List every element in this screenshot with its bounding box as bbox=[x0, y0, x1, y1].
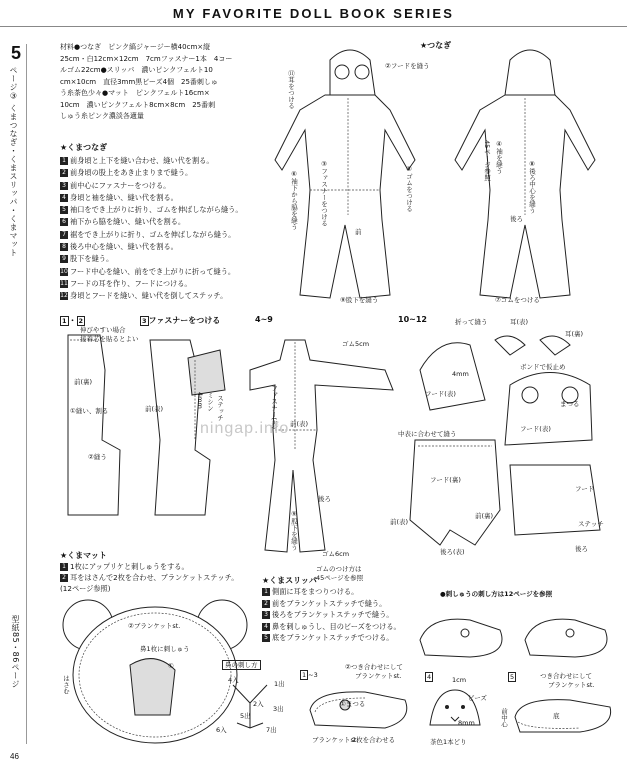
materials-line: しゅう糸ピンク濃淡各適量 bbox=[60, 112, 144, 120]
tsunagi-steps-title: ★くまつなぎ bbox=[60, 143, 108, 152]
step-10-12-title: 10~12 bbox=[398, 315, 427, 324]
slipper-step-5-tag: 5 bbox=[510, 673, 515, 681]
slipper-label-blanket: ブランケットst. bbox=[355, 672, 402, 680]
nose-label-4in: 4入 bbox=[228, 676, 239, 684]
chapter-number: 5 bbox=[10, 43, 21, 63]
nose-stitch-title: 鼻の刺し方 bbox=[222, 660, 261, 670]
step-number: 11 bbox=[60, 279, 68, 287]
back-label-ref: 45ページ参照 bbox=[483, 140, 491, 181]
step1012-label-front-back: 前(裏) bbox=[475, 512, 494, 520]
step-line bbox=[60, 278, 260, 290]
step-number: 7 bbox=[60, 231, 68, 239]
step-line bbox=[60, 229, 260, 241]
front-label-elastic: ⑤ゴムをつける bbox=[405, 165, 413, 212]
step-number: 10 bbox=[60, 267, 68, 275]
step-4-9-title: 4~9 bbox=[255, 315, 273, 324]
step49-label-back: 後ろ bbox=[318, 495, 331, 503]
step12-label-interfacing: 伸びやすい場合 bbox=[80, 326, 126, 334]
mat-steps bbox=[60, 550, 250, 594]
step-1-2-drawing bbox=[60, 330, 140, 520]
step-1-2-title: 1 ・ 2 bbox=[62, 316, 84, 325]
materials-line: 材料●つなぎ ピンク縞ジャージー横40cm×縦 bbox=[60, 43, 211, 51]
slipper-label-blanket2: ブランケットst. bbox=[312, 736, 359, 744]
front-label-inseam: ⑨股下を縫う bbox=[340, 296, 379, 304]
step-line bbox=[60, 192, 260, 204]
nose-label-7out: 7出 bbox=[266, 726, 277, 734]
step1012-label-hood-back: フード(裏) bbox=[430, 476, 461, 484]
back-label-back: 後ろ bbox=[510, 215, 523, 223]
back-label-elastic: ⑦ゴムをつける bbox=[495, 296, 540, 304]
front-label-hood: ②フードを縫う bbox=[385, 62, 430, 70]
slipper-label-1cm: 1cm bbox=[452, 676, 467, 684]
front-label-ear: ⑪耳をつける bbox=[287, 70, 295, 109]
step1012-label-fold: 折って縫う bbox=[455, 318, 488, 326]
tsunagi-diagram-title: ★つなぎ bbox=[420, 41, 452, 50]
step-number: 6 bbox=[60, 218, 68, 226]
slipper-label-beads: ビーズ bbox=[468, 694, 487, 702]
step-text: 身頃とフードを縫い、縫い代を倒してステッチ。 bbox=[70, 291, 228, 301]
mat-label-one: ① bbox=[168, 662, 174, 670]
step12-label-front-back: 前(裏) bbox=[74, 378, 93, 386]
step12-label-interfacing2: 接着芯を貼るとよい bbox=[80, 335, 139, 343]
nose-label-6in: 6入 bbox=[216, 726, 227, 734]
watermark-text: ningap.info bbox=[200, 420, 290, 437]
mat-title: ★くまマット bbox=[60, 551, 107, 560]
step49-label-front: 前(表) bbox=[290, 420, 309, 428]
mat-step: (12ページ参照) bbox=[60, 584, 111, 593]
step-line bbox=[60, 167, 260, 179]
step-3-title bbox=[140, 315, 220, 326]
step1012-label-back: 後ろ bbox=[575, 545, 588, 553]
embroidery-ref: ●刺しゅうの刺し方は12ページを参照 bbox=[440, 590, 553, 598]
step-3-title-text: ファスナーをつける bbox=[148, 316, 221, 325]
step-text: 身頃と袖を縫い、縫い代を割る。 bbox=[70, 192, 178, 202]
step-text: 裾をでき上がりに折り、ゴムを伸ばしながら縫う。 bbox=[70, 229, 236, 239]
front-label-front: 前 bbox=[355, 228, 362, 236]
step49-label-elastic6: ゴム6cm bbox=[322, 550, 350, 558]
step-line bbox=[60, 290, 260, 302]
step-number: 2 bbox=[60, 169, 68, 177]
back-label-sleeve: ④袖を縫う bbox=[495, 140, 503, 174]
step-text: 前中心にファスナーをつける。 bbox=[70, 180, 171, 190]
step-number: 1 bbox=[60, 157, 68, 165]
step-line bbox=[60, 155, 260, 167]
step-text: 後ろ中心を縫い、縫い代を割る。 bbox=[70, 242, 178, 252]
step-line bbox=[60, 241, 260, 253]
nose-label-1out: 1出 bbox=[274, 680, 285, 688]
mat-label-sandwich: はさむ bbox=[62, 675, 70, 695]
step49-label-elastic5: ゴム5cm bbox=[342, 340, 370, 348]
slipper-step-1-3-tag: 1 ~3 bbox=[302, 671, 318, 679]
slipper-label-sole: 底 bbox=[553, 712, 560, 720]
step1012-label-stitch: ステッチ bbox=[578, 520, 604, 528]
step3-label-mm: 4mm bbox=[196, 392, 204, 409]
step1012-label-body-back: 後ろ(表) bbox=[440, 548, 465, 556]
step1012-label-hood: フード bbox=[575, 485, 595, 493]
step1012-label-hood-front2: フード(表) bbox=[520, 425, 551, 433]
step-4-9-drawing bbox=[245, 330, 395, 560]
step1012-label-ear-back: 耳(裏) bbox=[565, 330, 584, 338]
step-number: 4 bbox=[60, 194, 68, 202]
sidebar-rule bbox=[26, 44, 27, 744]
step12-label-sew-split: ①縫い、割る bbox=[70, 407, 109, 415]
tsunagi-steps bbox=[60, 142, 260, 303]
materials-line: 10cm 濃いピンクフェルト8cm×8cm 25番刺 bbox=[60, 100, 216, 109]
step-line: 5 底をブランケットステッチでつける。 bbox=[262, 632, 462, 644]
pattern-page-ref: 型紙85・86ページ bbox=[11, 615, 20, 689]
step-line: 3 後ろをブランケットステッチで縫う。 bbox=[262, 609, 462, 621]
step3-label-front: 前(表) bbox=[145, 405, 164, 413]
step1012-label-sew: まつる bbox=[560, 400, 580, 408]
step-line bbox=[60, 180, 260, 192]
slipper-label-two: 2枚を合わせる bbox=[352, 736, 396, 744]
step1012-label-glue: ボンドで仮止め bbox=[520, 363, 566, 371]
nose-label-5out: 5出 bbox=[240, 712, 251, 720]
step-text: 前身頃の股上をあき止まりまで縫う。 bbox=[70, 168, 193, 178]
front-label-zipper: ③ファスナーをつける bbox=[320, 160, 328, 227]
step-line bbox=[60, 204, 260, 216]
mat-step: 2 耳をはさんで2枚を合わせ、ブランケットステッチ。 bbox=[60, 572, 250, 583]
step-line bbox=[60, 216, 260, 228]
step1012-label-4mm: 4mm bbox=[452, 370, 469, 378]
sidebar bbox=[8, 44, 24, 306]
slipper-finished-drawing bbox=[410, 605, 620, 665]
step-text: フードの耳を作り、フードにつける。 bbox=[70, 278, 192, 288]
step-number: 3 bbox=[60, 182, 68, 190]
materials-line: ルゴム22cm●スリッパ 濃いピンクフェルト10 bbox=[60, 66, 213, 74]
step-text: 股下を縫う。 bbox=[70, 254, 114, 264]
front-label-side: ⑥袖下から脇を縫う bbox=[290, 170, 298, 230]
page-number: 46 bbox=[10, 752, 19, 761]
step-line: 4 鼻を刺しゅうし、目のビーズをつける。 bbox=[262, 621, 462, 633]
step49-label-inseam: ⑨股下を縫う bbox=[290, 510, 298, 551]
materials-line: う糸茶色少々●マット ピンクフェルト16cm× bbox=[60, 89, 210, 97]
slipper-step-4-tag: 4 bbox=[427, 673, 432, 681]
mat-step: 1 1枚にアップリケと刺しゅうをする。 bbox=[60, 561, 250, 572]
step-number: 12 bbox=[60, 292, 68, 300]
bear-mat-drawing bbox=[60, 595, 250, 745]
slipper-title: ★くまスリッパ bbox=[262, 576, 317, 585]
step-tag: 3 bbox=[142, 317, 147, 325]
step49-label-ref1: ゴムのつけ方は bbox=[316, 565, 362, 573]
slipper-label-butt2: つき合わせにして bbox=[540, 672, 592, 680]
nose-label-2in: 2入 bbox=[253, 700, 264, 708]
step-line bbox=[60, 266, 260, 278]
slipper-label-8mm: 8mm bbox=[458, 719, 475, 727]
step3-label-stitch: ステッチ bbox=[216, 395, 224, 421]
slipper-sole-drawing bbox=[510, 692, 615, 737]
header-rule bbox=[0, 26, 627, 27]
step-text: 袖口をでき上がりに折り、ゴムを伸ばしながら縫う。 bbox=[70, 205, 243, 215]
back-label-center: ⑧後ろ中心を縫う bbox=[528, 160, 536, 214]
materials-line: 25cm・白12cm×12cm 7cmファスナー1本 4コー bbox=[60, 54, 233, 63]
slipper-label-center: 前中心 bbox=[500, 708, 508, 728]
step49-label-zipper: ファスナー(表) bbox=[270, 385, 278, 430]
step-tag: 1 bbox=[62, 317, 67, 325]
slipper-label-brown: 茶色1本どり bbox=[430, 738, 467, 746]
slipper-label-blanket3: ブランケットst. bbox=[548, 681, 595, 689]
materials-line: cm×10cm 直径3mm黒ビーズ4個 25番刺しゅ bbox=[60, 77, 218, 86]
step1012-label-ear-front: 耳(表) bbox=[510, 318, 529, 326]
mat-label-nose: 鼻1枚に刺しゅう bbox=[140, 645, 190, 653]
step-number: 8 bbox=[60, 243, 68, 251]
nose-label-3out: 3出 bbox=[273, 705, 284, 713]
step-number: 9 bbox=[60, 255, 68, 263]
slipper-label-sew: ①まつる bbox=[340, 700, 366, 708]
step3-label-machine: ミシン bbox=[206, 392, 214, 412]
chapter-title-vertical: ページ③ くまつなぎ・くまスリッパ・くまマット bbox=[9, 66, 18, 258]
step12-label-sew: ②縫う bbox=[88, 453, 107, 461]
step1012-label-body-front: 前(表) bbox=[390, 518, 409, 526]
materials-block bbox=[60, 42, 260, 123]
step-text: 前身頃と上下を縫い合わせ、縫い代を割る。 bbox=[70, 156, 214, 165]
step49-label-ref2: 45ページを参照 bbox=[316, 574, 364, 582]
step-text: 袖下から脇を縫い、縫い代を割る。 bbox=[70, 217, 186, 227]
slipper-label-butt: ②つき合わせにして bbox=[345, 663, 403, 671]
step-text: フード中心を縫い、前をでき上がりに折って縫う。 bbox=[70, 266, 236, 276]
book-series-header: MY FAVORITE DOLL BOOK SERIES bbox=[172, 6, 455, 21]
step1012-label-hood-front: フード(表) bbox=[425, 390, 456, 398]
step-number: 5 bbox=[60, 206, 68, 214]
step-line: 2 前をブランケットステッチで縫う。 bbox=[262, 598, 462, 610]
step-tag: 2 bbox=[78, 317, 84, 325]
step1012-label-align: 中表に合わせて縫う bbox=[398, 430, 457, 438]
slipper-face-drawing bbox=[425, 685, 485, 735]
step-line bbox=[60, 253, 260, 265]
step-line: 1 側面に耳をまつりつける。 bbox=[262, 586, 462, 598]
mat-label-blanket: ②ブランケットst. bbox=[128, 622, 181, 630]
